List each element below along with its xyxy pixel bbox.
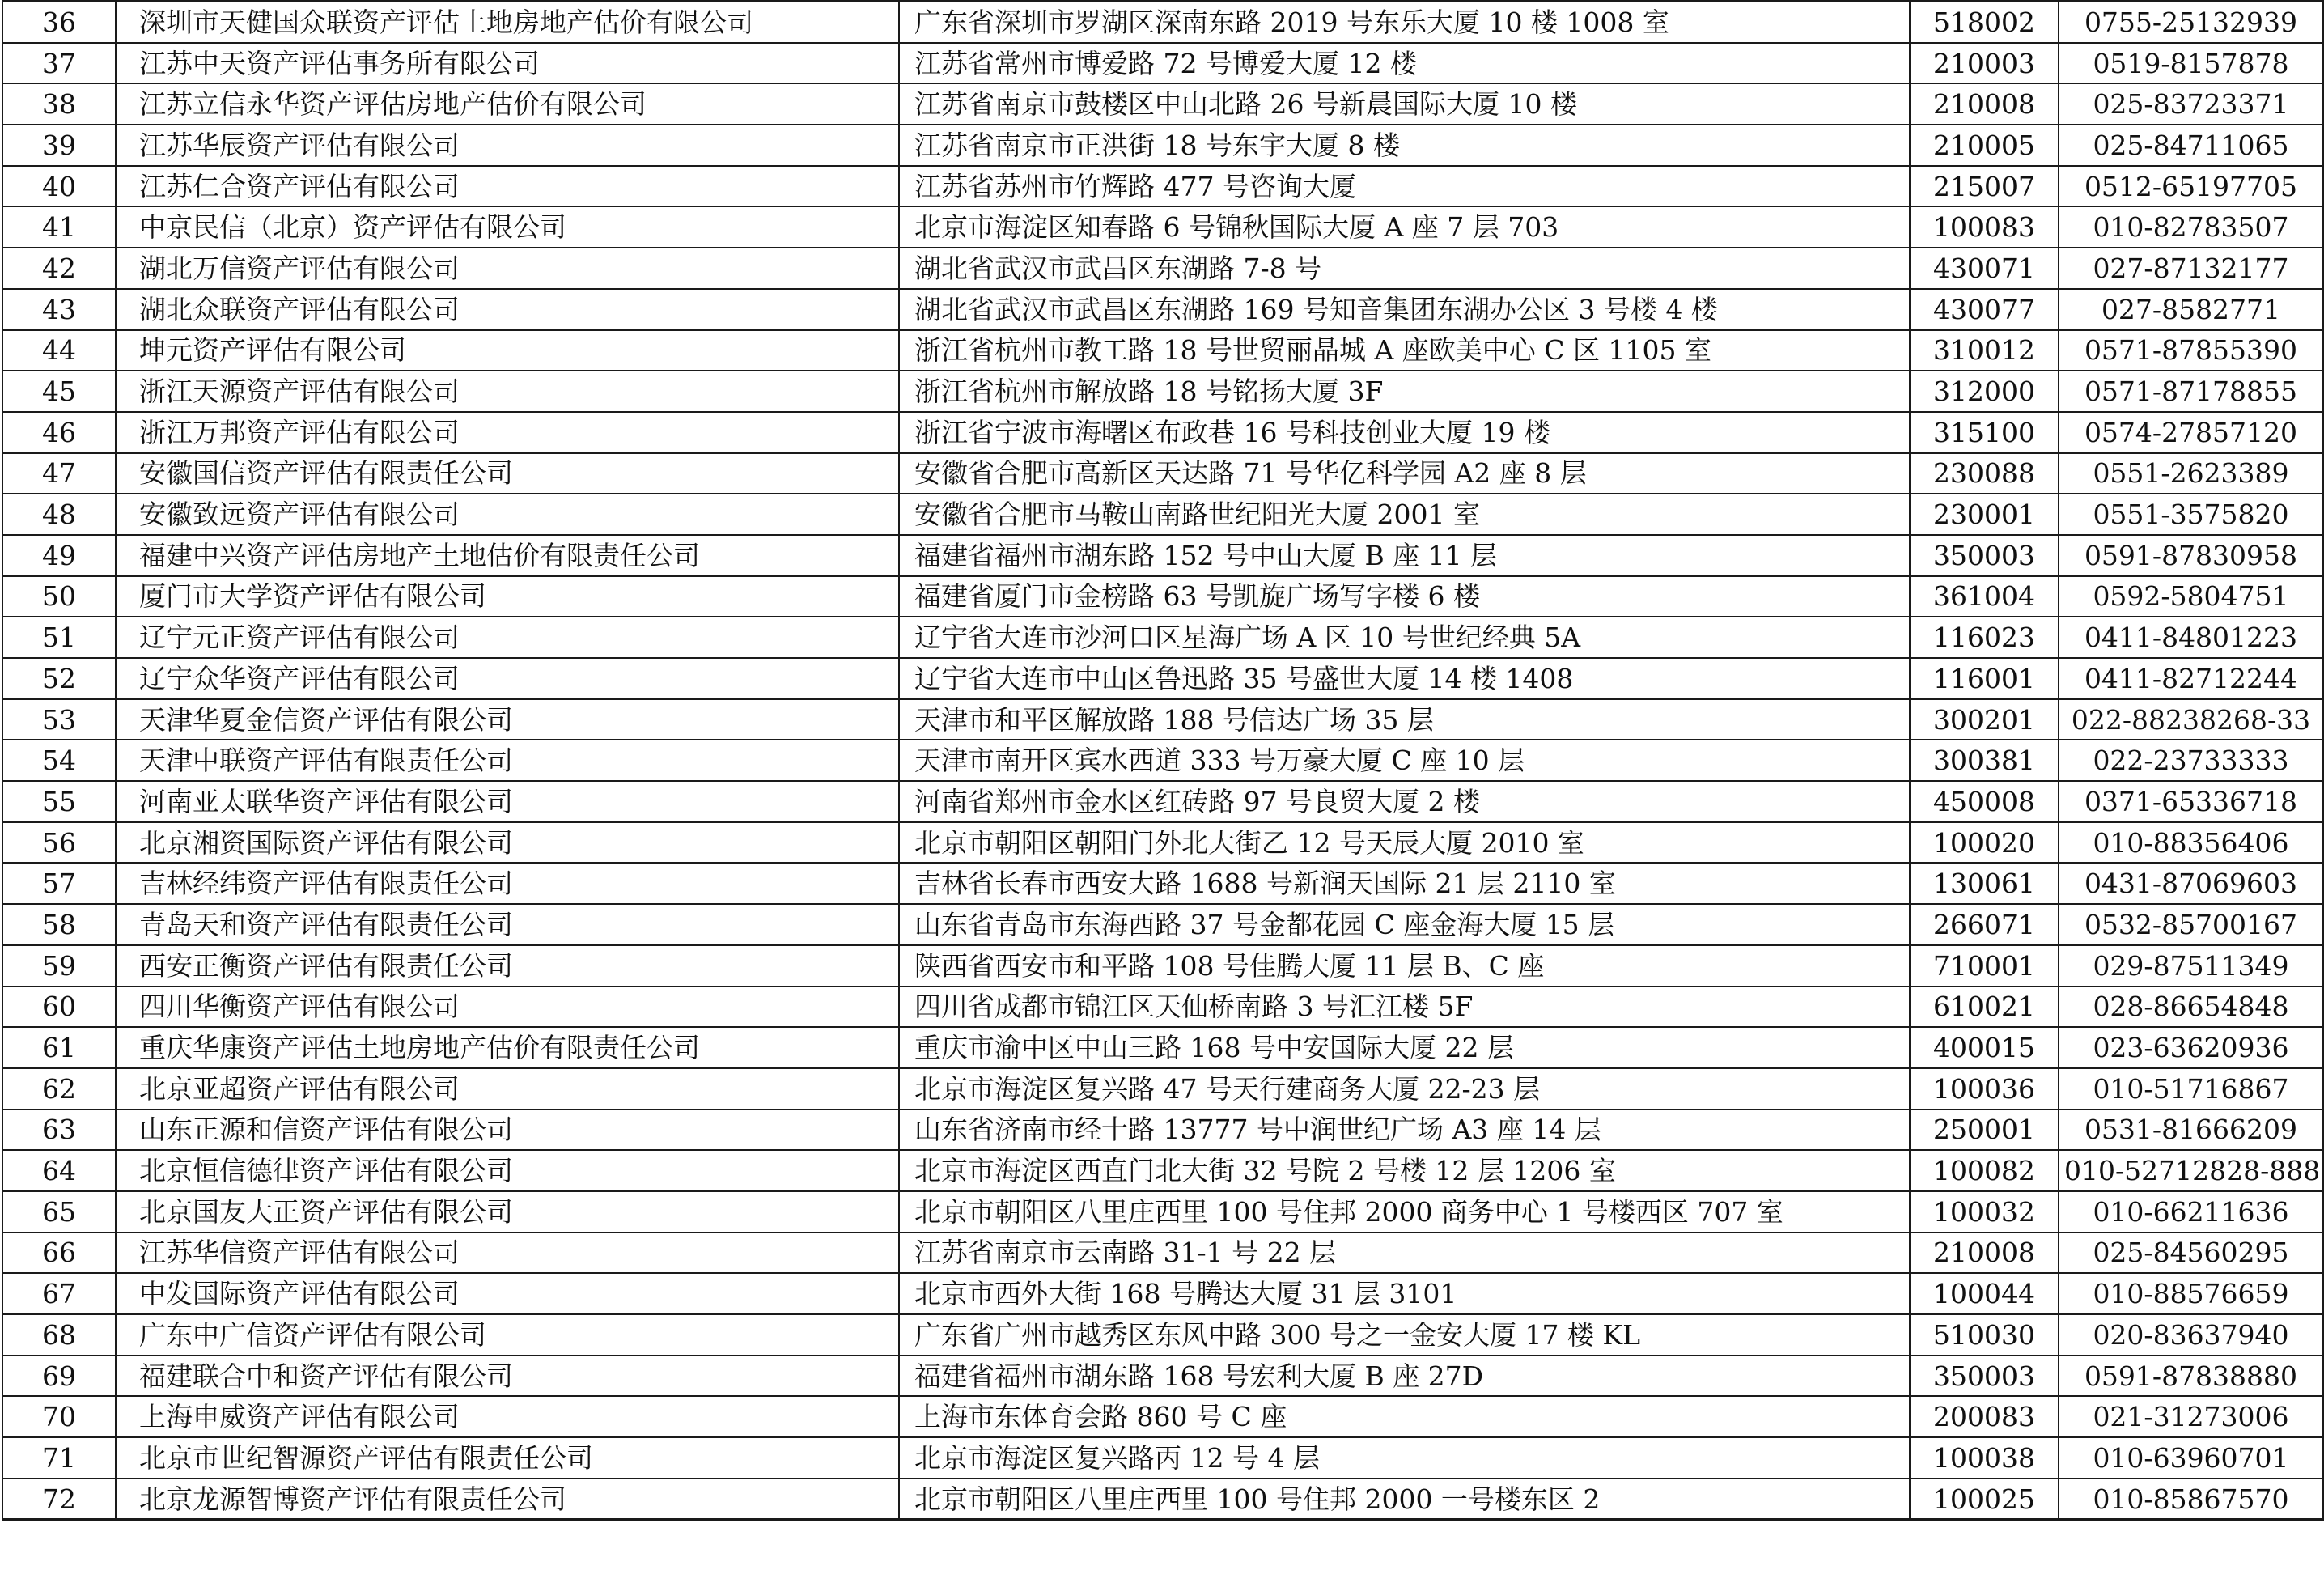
row-number: 37 — [2, 43, 116, 84]
table-row — [2, 576, 2323, 617]
postal-code: 100025 — [1910, 1479, 2059, 1520]
company-name: 北京亚超资产评估有限公司 — [116, 1068, 899, 1110]
postal-code: 361004 — [1910, 576, 2059, 617]
row-number: 66 — [2, 1233, 116, 1274]
company-address: 江苏省南京市鼓楼区中山北路 26 号新晨国际大厦 10 楼 — [899, 83, 1910, 125]
table-row — [2, 166, 2323, 207]
company-name: 安徽国信资产评估有限责任公司 — [116, 453, 899, 494]
row-number: 59 — [2, 945, 116, 987]
postal-code: 116001 — [1910, 658, 2059, 699]
company-address: 北京市海淀区西直门北大街 32 号院 2 号楼 12 层 1206 室 — [899, 1150, 1910, 1191]
company-name: 安徽致远资产评估有限公司 — [116, 494, 899, 535]
company-name: 湖北众联资产评估有限公司 — [116, 289, 899, 330]
table-row — [2, 617, 2323, 658]
row-number: 46 — [2, 412, 116, 453]
company-address: 北京市朝阳区朝阳门外北大街乙 12 号天辰大厦 2010 室 — [899, 822, 1910, 864]
company-name: 北京国友大正资产评估有限公司 — [116, 1191, 899, 1233]
phone-number: 010-88356406 — [2059, 822, 2323, 864]
row-number: 60 — [2, 987, 116, 1028]
phone-number: 0532-85700167 — [2059, 904, 2323, 945]
postal-code: 300201 — [1910, 699, 2059, 740]
table-row — [2, 987, 2323, 1028]
company-name: 广东中广信资产评估有限公司 — [116, 1314, 899, 1356]
company-name: 湖北万信资产评估有限公司 — [116, 248, 899, 289]
company-address: 四川省成都市锦江区天仙桥南路 3 号汇江楼 5F — [899, 987, 1910, 1028]
table-row — [2, 83, 2323, 125]
company-name: 浙江万邦资产评估有限公司 — [116, 412, 899, 453]
postal-code: 315100 — [1910, 412, 2059, 453]
postal-code: 100082 — [1910, 1150, 2059, 1191]
table-row — [2, 412, 2323, 453]
postal-code: 312000 — [1910, 371, 2059, 412]
row-number: 61 — [2, 1027, 116, 1068]
company-name: 深圳市天健国众联资产评估土地房地产估价有限公司 — [116, 2, 899, 43]
row-number: 39 — [2, 125, 116, 166]
appraisal-firm-table-container — [2, 0, 2322, 1521]
company-address: 福建省福州市湖东路 168 号宏利大厦 B 座 27D — [899, 1356, 1910, 1397]
postal-code: 210008 — [1910, 1233, 2059, 1274]
phone-number: 0571-87178855 — [2059, 371, 2323, 412]
row-number: 48 — [2, 494, 116, 535]
company-name: 中发国际资产评估有限公司 — [116, 1273, 899, 1314]
table-row — [2, 1027, 2323, 1068]
phone-number: 010-52712828-888 — [2059, 1150, 2323, 1191]
company-address: 山东省济南市经十路 13777 号中润世纪广场 A3 座 14 层 — [899, 1110, 1910, 1151]
company-address: 辽宁省大连市沙河口区星海广场 A 区 10 号世纪经典 5A — [899, 617, 1910, 658]
company-address: 湖北省武汉市武昌区东湖路 169 号知音集团东湖办公区 3 号楼 4 楼 — [899, 289, 1910, 330]
phone-number: 0591-87838880 — [2059, 1356, 2323, 1397]
postal-code: 100038 — [1910, 1437, 2059, 1479]
table-row — [2, 289, 2323, 330]
postal-code: 510030 — [1910, 1314, 2059, 1356]
table-row — [2, 206, 2323, 248]
company-name: 江苏立信永华资产评估房地产估价有限公司 — [116, 83, 899, 125]
table-body — [2, 2, 2323, 1520]
phone-number: 0411-82712244 — [2059, 658, 2323, 699]
company-name: 吉林经纬资产评估有限责任公司 — [116, 863, 899, 904]
company-name: 北京恒信德律资产评估有限公司 — [116, 1150, 899, 1191]
phone-number: 0371-65336718 — [2059, 781, 2323, 822]
company-address: 湖北省武汉市武昌区东湖路 7-8 号 — [899, 248, 1910, 289]
table-row — [2, 494, 2323, 535]
row-number: 54 — [2, 740, 116, 781]
phone-number: 022-88238268-33 — [2059, 699, 2323, 740]
postal-code: 116023 — [1910, 617, 2059, 658]
postal-code: 310012 — [1910, 330, 2059, 371]
company-name: 北京湘资国际资产评估有限公司 — [116, 822, 899, 864]
company-name: 天津中联资产评估有限责任公司 — [116, 740, 899, 781]
phone-number: 029-87511349 — [2059, 945, 2323, 987]
company-name: 江苏仁合资产评估有限公司 — [116, 166, 899, 207]
company-name: 北京龙源智博资产评估有限责任公司 — [116, 1479, 899, 1520]
company-name: 福建联合中和资产评估有限公司 — [116, 1356, 899, 1397]
company-name: 厦门市大学资产评估有限公司 — [116, 576, 899, 617]
table-row — [2, 1233, 2323, 1274]
company-address: 北京市海淀区复兴路丙 12 号 4 层 — [899, 1437, 1910, 1479]
company-address: 北京市朝阳区八里庄西里 100 号住邦 2000 一号楼东区 2 — [899, 1479, 1910, 1520]
phone-number: 0592-5804751 — [2059, 576, 2323, 617]
row-number: 41 — [2, 206, 116, 248]
row-number: 36 — [2, 2, 116, 43]
phone-number: 0519-8157878 — [2059, 43, 2323, 84]
row-number: 64 — [2, 1150, 116, 1191]
table-row — [2, 371, 2323, 412]
company-name: 西安正衡资产评估有限责任公司 — [116, 945, 899, 987]
postal-code: 215007 — [1910, 166, 2059, 207]
postal-code: 200083 — [1910, 1396, 2059, 1437]
company-name: 河南亚太联华资产评估有限公司 — [116, 781, 899, 822]
phone-number: 010-66211636 — [2059, 1191, 2323, 1233]
company-name: 浙江天源资产评估有限公司 — [116, 371, 899, 412]
phone-number: 0531-81666209 — [2059, 1110, 2323, 1151]
company-address: 广东省深圳市罗湖区深南东路 2019 号东乐大厦 10 楼 1008 室 — [899, 2, 1910, 43]
table-row — [2, 1314, 2323, 1356]
company-address: 浙江省宁波市海曙区布政巷 16 号科技创业大厦 19 楼 — [899, 412, 1910, 453]
phone-number: 023-63620936 — [2059, 1027, 2323, 1068]
company-name: 北京市世纪智源资产评估有限责任公司 — [116, 1437, 899, 1479]
postal-code: 450008 — [1910, 781, 2059, 822]
row-number: 72 — [2, 1479, 116, 1520]
row-number: 56 — [2, 822, 116, 864]
postal-code: 350003 — [1910, 1356, 2059, 1397]
table-row — [2, 1437, 2323, 1479]
company-address: 江苏省苏州市竹辉路 477 号咨询大厦 — [899, 166, 1910, 207]
phone-number: 010-82783507 — [2059, 206, 2323, 248]
table-row — [2, 248, 2323, 289]
row-number: 67 — [2, 1273, 116, 1314]
company-address: 安徽省合肥市高新区天达路 71 号华亿科学园 A2 座 8 层 — [899, 453, 1910, 494]
company-address: 上海市东体育会路 860 号 C 座 — [899, 1396, 1910, 1437]
postal-code: 210005 — [1910, 125, 2059, 166]
postal-code: 230001 — [1910, 494, 2059, 535]
postal-code: 210003 — [1910, 43, 2059, 84]
row-number: 57 — [2, 863, 116, 904]
postal-code: 430077 — [1910, 289, 2059, 330]
company-name: 上海申威资产评估有限公司 — [116, 1396, 899, 1437]
phone-number: 0512-65197705 — [2059, 166, 2323, 207]
table-row — [2, 822, 2323, 864]
phone-number: 021-31273006 — [2059, 1396, 2323, 1437]
table-row — [2, 904, 2323, 945]
postal-code: 130061 — [1910, 863, 2059, 904]
company-address: 山东省青岛市东海西路 37 号金都花园 C 座金海大厦 15 层 — [899, 904, 1910, 945]
row-number: 47 — [2, 453, 116, 494]
row-number: 68 — [2, 1314, 116, 1356]
row-number: 70 — [2, 1396, 116, 1437]
postal-code: 210008 — [1910, 83, 2059, 125]
company-name: 江苏华辰资产评估有限公司 — [116, 125, 899, 166]
postal-code: 430071 — [1910, 248, 2059, 289]
company-address: 北京市海淀区复兴路 47 号天行建商务大厦 22-23 层 — [899, 1068, 1910, 1110]
postal-code: 400015 — [1910, 1027, 2059, 1068]
table-row — [2, 2, 2323, 43]
row-number: 63 — [2, 1110, 116, 1151]
row-number: 38 — [2, 83, 116, 125]
postal-code: 100020 — [1910, 822, 2059, 864]
phone-number: 025-83723371 — [2059, 83, 2323, 125]
phone-number: 0411-84801223 — [2059, 617, 2323, 658]
company-address: 福建省福州市湖东路 152 号中山大厦 B 座 11 层 — [899, 535, 1910, 576]
company-address: 安徽省合肥市马鞍山南路世纪阳光大厦 2001 室 — [899, 494, 1910, 535]
company-address: 福建省厦门市金榜路 63 号凯旋广场写字楼 6 楼 — [899, 576, 1910, 617]
phone-number: 0574-27857120 — [2059, 412, 2323, 453]
table-row — [2, 863, 2323, 904]
row-number: 49 — [2, 535, 116, 576]
table-row — [2, 43, 2323, 84]
phone-number: 0591-87830958 — [2059, 535, 2323, 576]
company-address: 天津市和平区解放路 188 号信达广场 35 层 — [899, 699, 1910, 740]
company-name: 辽宁元正资产评估有限公司 — [116, 617, 899, 658]
phone-number: 0431-87069603 — [2059, 863, 2323, 904]
table-row — [2, 1479, 2323, 1520]
row-number: 55 — [2, 781, 116, 822]
table-row — [2, 1191, 2323, 1233]
phone-number: 010-63960701 — [2059, 1437, 2323, 1479]
postal-code: 100032 — [1910, 1191, 2059, 1233]
row-number: 52 — [2, 658, 116, 699]
row-number: 53 — [2, 699, 116, 740]
company-address: 河南省郑州市金水区红砖路 97 号良贸大厦 2 楼 — [899, 781, 1910, 822]
table-row — [2, 330, 2323, 371]
row-number: 44 — [2, 330, 116, 371]
company-address: 北京市朝阳区八里庄西里 100 号住邦 2000 商务中心 1 号楼西区 707 室 — [899, 1191, 1910, 1233]
postal-code: 266071 — [1910, 904, 2059, 945]
postal-code: 250001 — [1910, 1110, 2059, 1151]
company-name: 重庆华康资产评估土地房地产估价有限责任公司 — [116, 1027, 899, 1068]
table-row — [2, 1396, 2323, 1437]
postal-code: 100083 — [1910, 206, 2059, 248]
table-row — [2, 125, 2323, 166]
postal-code: 230088 — [1910, 453, 2059, 494]
company-name: 山东正源和信资产评估有限公司 — [116, 1110, 899, 1151]
company-address: 广东省广州市越秀区东风中路 300 号之一金安大厦 17 楼 KL — [899, 1314, 1910, 1356]
row-number: 40 — [2, 166, 116, 207]
company-name: 中京民信（北京）资产评估有限公司 — [116, 206, 899, 248]
table-row — [2, 740, 2323, 781]
postal-code: 100036 — [1910, 1068, 2059, 1110]
company-name: 天津华夏金信资产评估有限公司 — [116, 699, 899, 740]
company-address: 辽宁省大连市中山区鲁迅路 35 号盛世大厦 14 楼 1408 — [899, 658, 1910, 699]
appraisal-firm-table — [2, 0, 2324, 1521]
postal-code: 350003 — [1910, 535, 2059, 576]
phone-number: 010-88576659 — [2059, 1273, 2323, 1314]
company-address: 重庆市渝中区中山三路 168 号中安国际大厦 22 层 — [899, 1027, 1910, 1068]
row-number: 51 — [2, 617, 116, 658]
company-address: 北京市西外大街 168 号腾达大厦 31 层 3101 — [899, 1273, 1910, 1314]
company-address: 江苏省常州市博爱路 72 号博爱大厦 12 楼 — [899, 43, 1910, 84]
company-address: 北京市海淀区知春路 6 号锦秋国际大厦 A 座 7 层 703 — [899, 206, 1910, 248]
table-row — [2, 1356, 2323, 1397]
company-name: 江苏中天资产评估事务所有限公司 — [116, 43, 899, 84]
phone-number: 020-83637940 — [2059, 1314, 2323, 1356]
table-row — [2, 1110, 2323, 1151]
phone-number: 025-84711065 — [2059, 125, 2323, 166]
phone-number: 0755-25132939 — [2059, 2, 2323, 43]
company-name: 辽宁众华资产评估有限公司 — [116, 658, 899, 699]
phone-number: 025-84560295 — [2059, 1233, 2323, 1274]
table-row — [2, 535, 2323, 576]
table-row — [2, 658, 2323, 699]
phone-number: 028-86654848 — [2059, 987, 2323, 1028]
postal-code: 518002 — [1910, 2, 2059, 43]
company-address: 江苏省南京市正洪街 18 号东宇大厦 8 楼 — [899, 125, 1910, 166]
phone-number: 027-87132177 — [2059, 248, 2323, 289]
postal-code: 610021 — [1910, 987, 2059, 1028]
row-number: 42 — [2, 248, 116, 289]
phone-number: 0571-87855390 — [2059, 330, 2323, 371]
table-row — [2, 453, 2323, 494]
company-address: 江苏省南京市云南路 31-1 号 22 层 — [899, 1233, 1910, 1274]
phone-number: 022-23733333 — [2059, 740, 2323, 781]
table-row — [2, 1150, 2323, 1191]
company-address: 浙江省杭州市解放路 18 号铭扬大厦 3F — [899, 371, 1910, 412]
row-number: 71 — [2, 1437, 116, 1479]
table-row — [2, 781, 2323, 822]
table-row — [2, 945, 2323, 987]
row-number: 43 — [2, 289, 116, 330]
row-number: 62 — [2, 1068, 116, 1110]
table-row — [2, 1273, 2323, 1314]
company-name: 坤元资产评估有限公司 — [116, 330, 899, 371]
row-number: 69 — [2, 1356, 116, 1397]
postal-code: 710001 — [1910, 945, 2059, 987]
row-number: 65 — [2, 1191, 116, 1233]
phone-number: 0551-3575820 — [2059, 494, 2323, 535]
company-address: 天津市南开区宾水西道 333 号万豪大厦 C 座 10 层 — [899, 740, 1910, 781]
phone-number: 010-51716867 — [2059, 1068, 2323, 1110]
row-number: 45 — [2, 371, 116, 412]
company-name: 四川华衡资产评估有限公司 — [116, 987, 899, 1028]
row-number: 58 — [2, 904, 116, 945]
postal-code: 100044 — [1910, 1273, 2059, 1314]
company-address: 浙江省杭州市教工路 18 号世贸丽晶城 A 座欧美中心 C 区 1105 室 — [899, 330, 1910, 371]
table-row — [2, 699, 2323, 740]
phone-number: 0551-2623389 — [2059, 453, 2323, 494]
phone-number: 027-8582771 — [2059, 289, 2323, 330]
company-name: 青岛天和资产评估有限责任公司 — [116, 904, 899, 945]
company-name: 福建中兴资产评估房地产土地估价有限责任公司 — [116, 535, 899, 576]
postal-code: 300381 — [1910, 740, 2059, 781]
company-address: 陕西省西安市和平路 108 号佳腾大厦 11 层 B、C 座 — [899, 945, 1910, 987]
company-address: 吉林省长春市西安大路 1688 号新润天国际 21 层 2110 室 — [899, 863, 1910, 904]
company-name: 江苏华信资产评估有限公司 — [116, 1233, 899, 1274]
phone-number: 010-85867570 — [2059, 1479, 2323, 1520]
row-number: 50 — [2, 576, 116, 617]
table-row — [2, 1068, 2323, 1110]
